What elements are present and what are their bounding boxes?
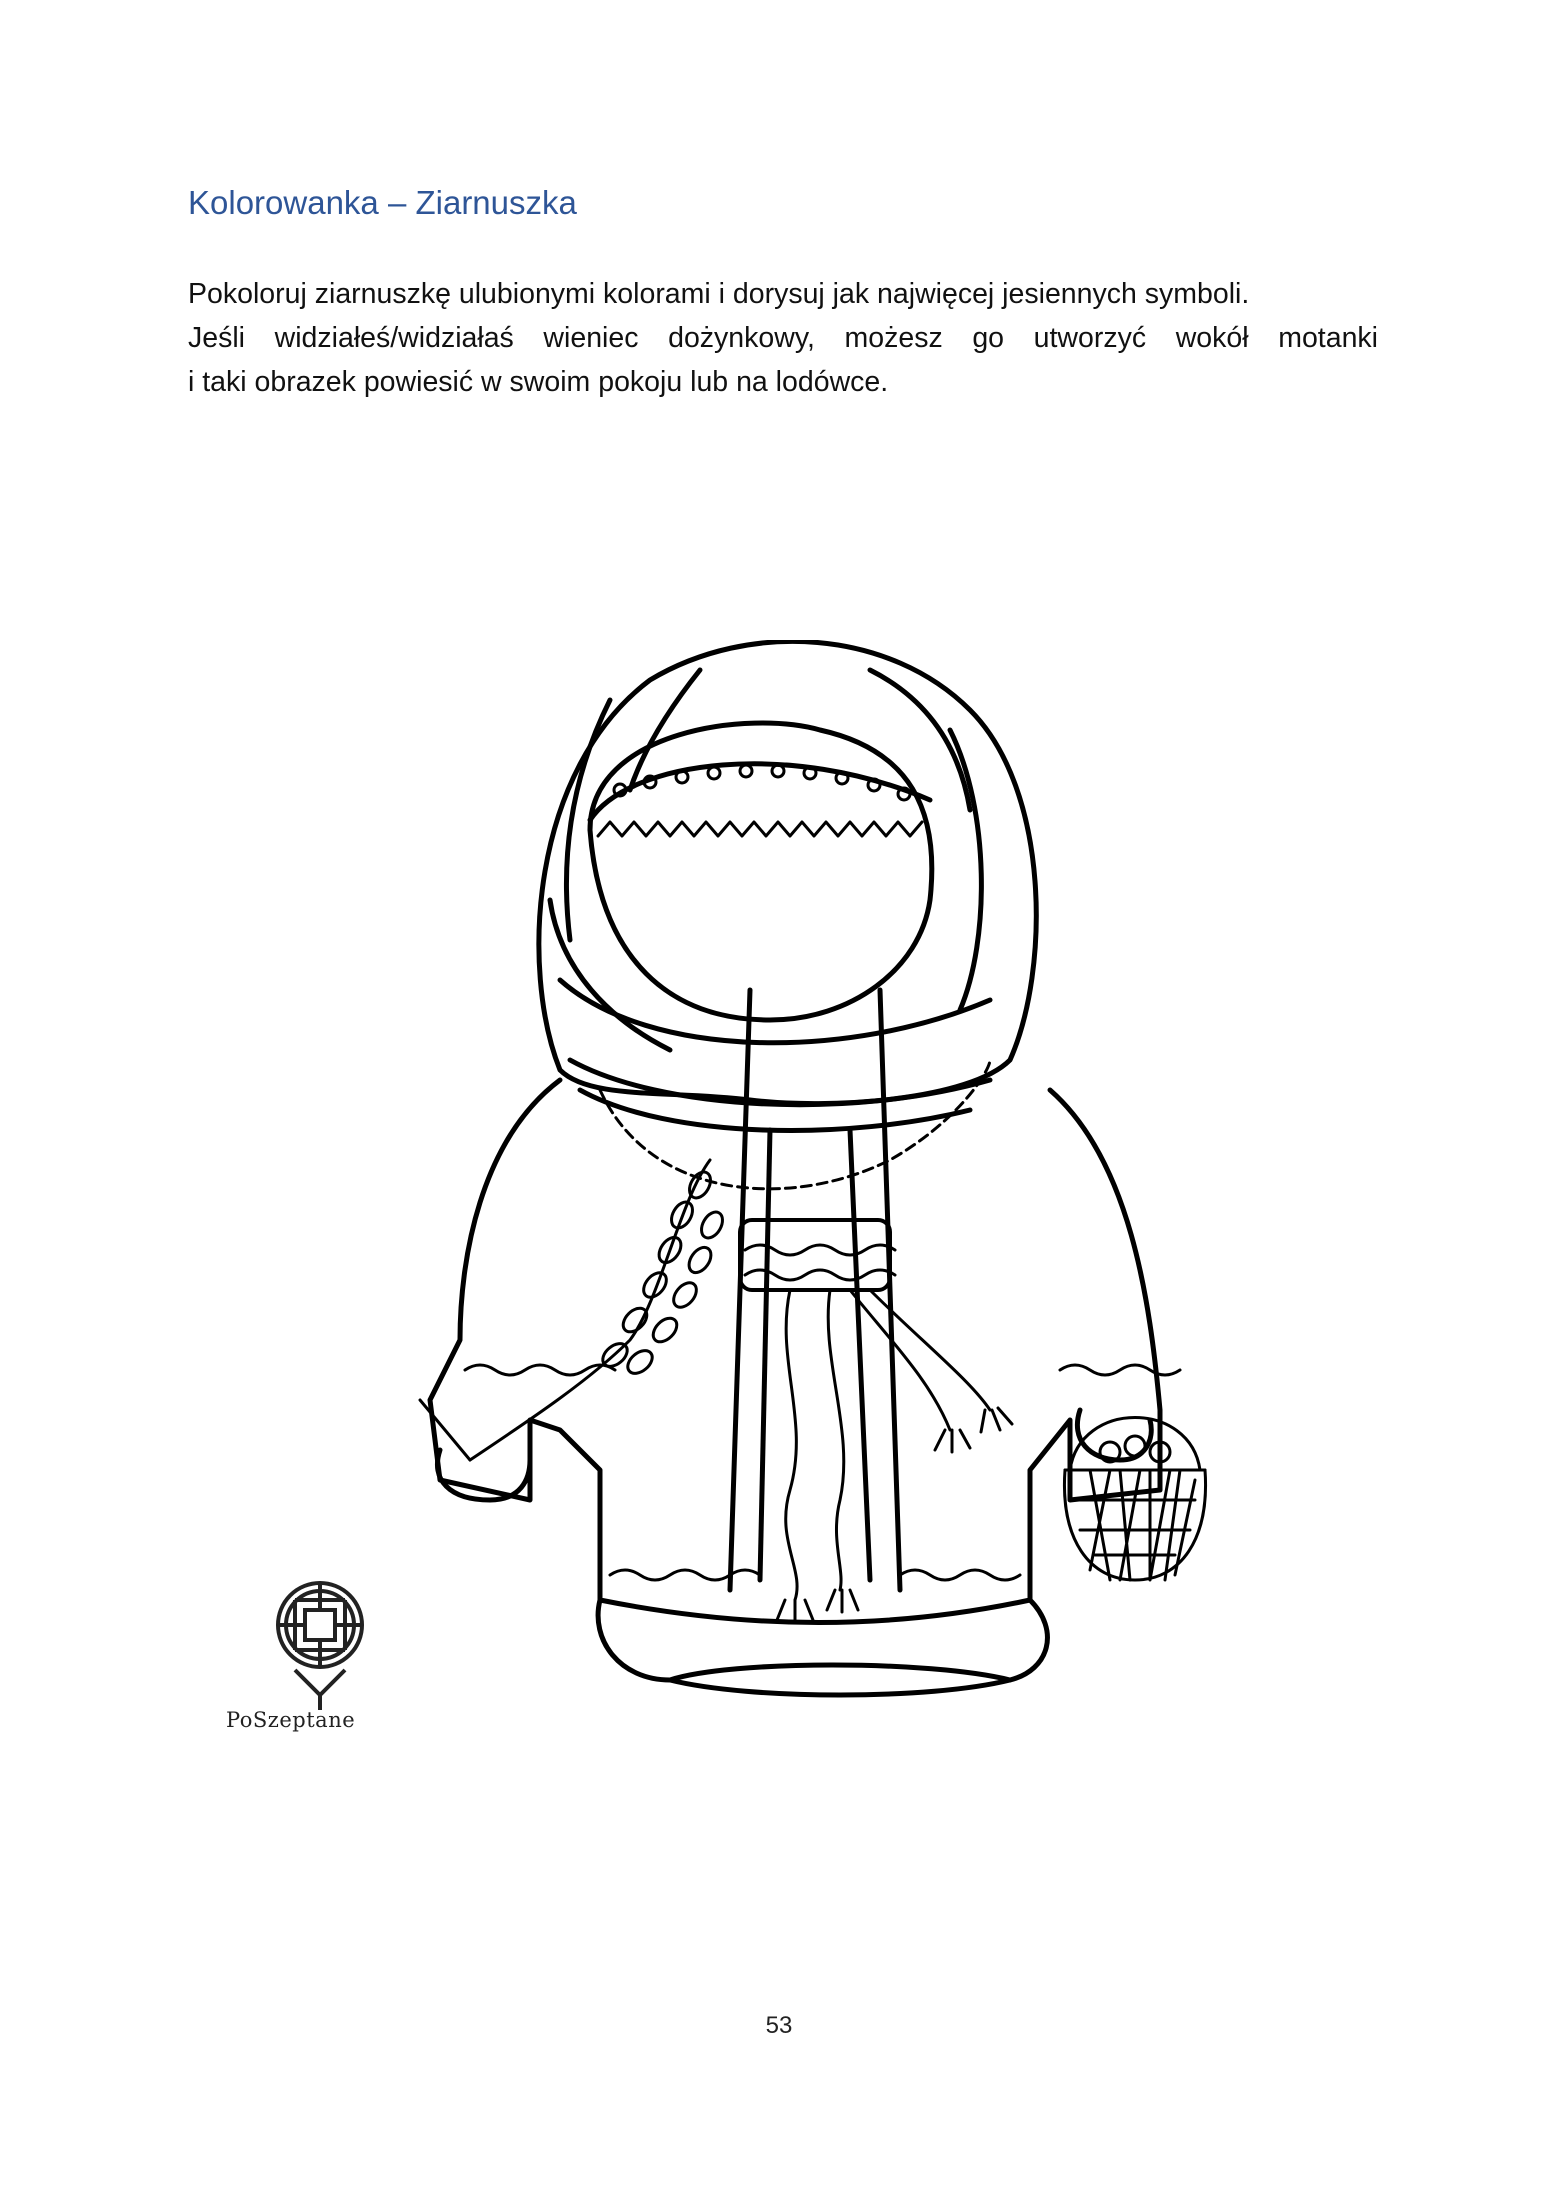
headscarf-outline <box>539 641 1036 1103</box>
headband-line <box>590 764 930 820</box>
paragraph-line-3: i taki obrazek powiesić w swoim pokoju lub na lodówce. <box>188 366 889 398</box>
wheat-ear-icon <box>420 1160 727 1460</box>
paragraph-line-1: Pokoloruj ziarnuszkę ulubionymi kolorami i dorysuj jak najwięcej jesiennych symboli. <box>188 278 1250 310</box>
braid-3 <box>850 1290 950 1430</box>
headband-zigzag <box>598 822 922 836</box>
page-title: Kolorowanka – Ziarnuszka <box>188 184 577 221</box>
paragraph-line-2: Jeśli widziałeś/widziałaś wieniec dożynkowy, możesz go utworzyć wokół motanki <box>188 322 1378 354</box>
coat-outline <box>430 1080 1160 1623</box>
coat-trim-right <box>900 1570 1020 1580</box>
logo-text: PoSzeptane <box>226 1708 356 1732</box>
headband-dots <box>614 765 910 800</box>
left-hand <box>437 1450 530 1500</box>
instructions-paragraph <box>188 272 1378 404</box>
belt <box>740 1220 890 1290</box>
braid-2 <box>828 1290 844 1590</box>
sleeve-trim-right <box>1060 1365 1180 1375</box>
page-number: 53 <box>765 2012 793 2039</box>
basket-icon <box>1064 1418 1205 1581</box>
braid-1 <box>786 1290 797 1600</box>
coat-trim-left <box>610 1570 760 1580</box>
logo-symbol-icon <box>225 1570 415 1770</box>
bead-necklace <box>600 1060 990 1189</box>
dress-hem <box>598 1600 1047 1695</box>
